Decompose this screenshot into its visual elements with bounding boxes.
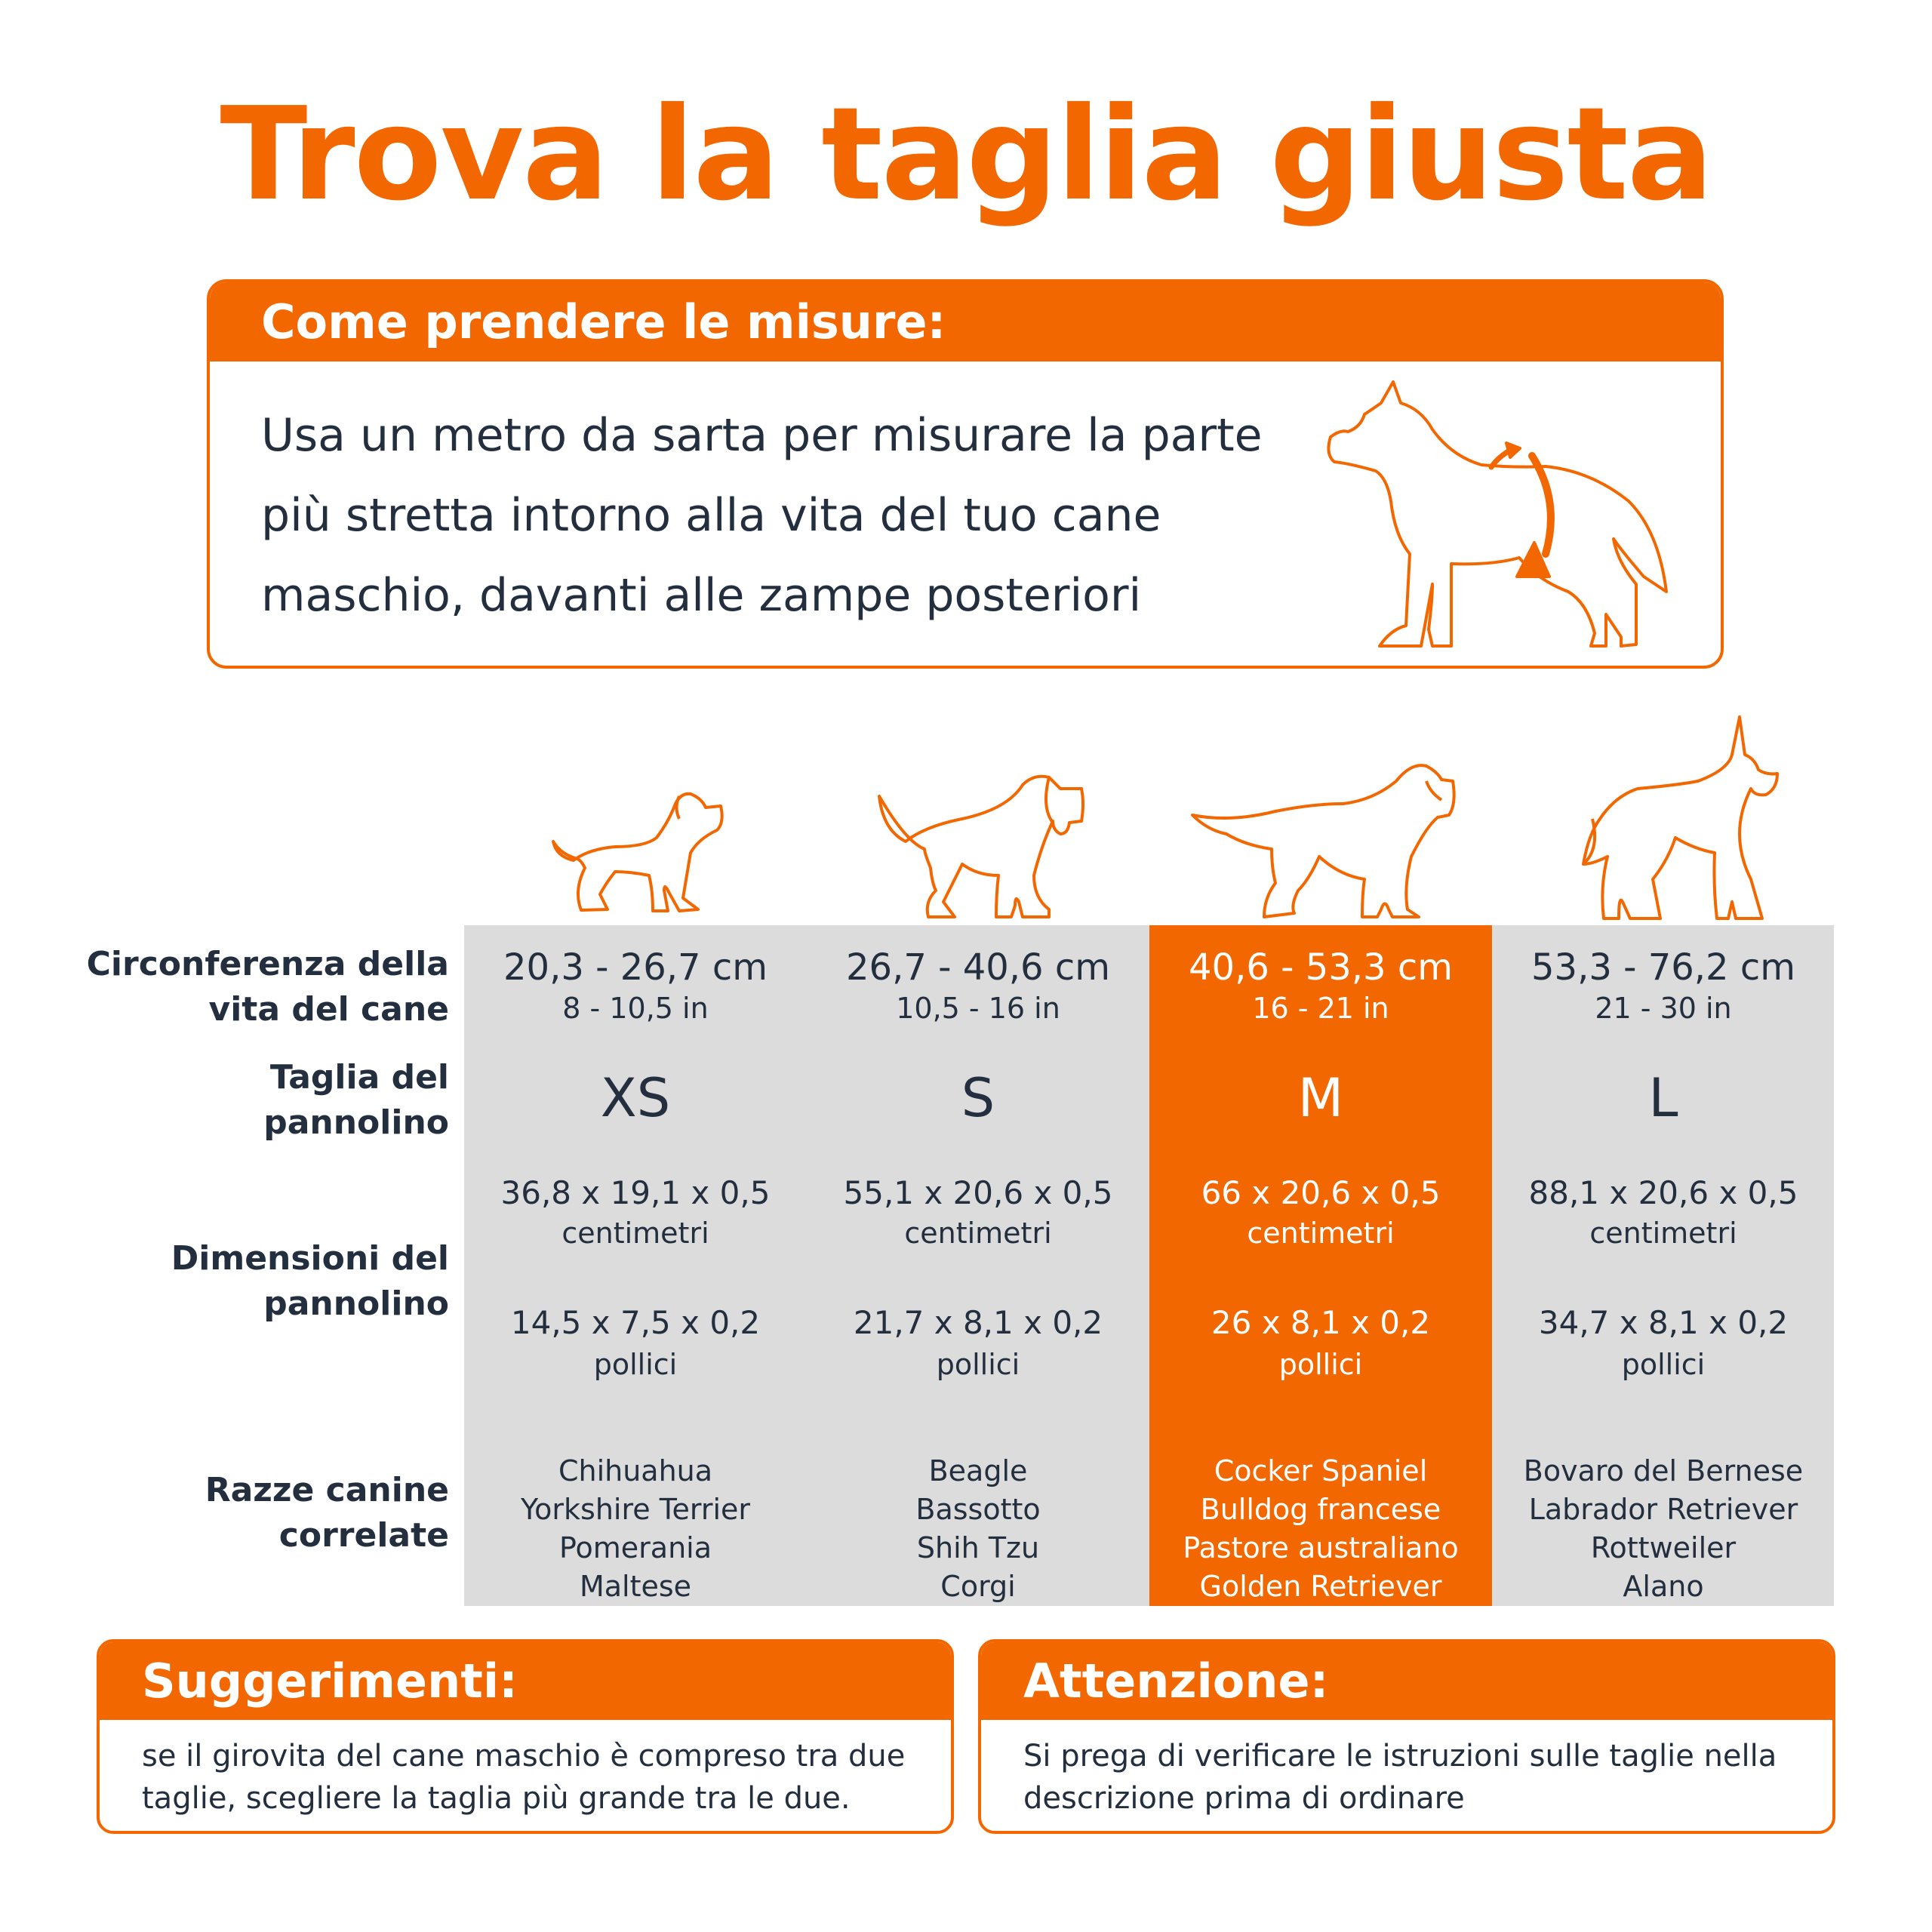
breed-item: Beagle [928,1454,1028,1487]
size-chart-table [464,925,1834,1606]
spaniel-dog-icon [872,770,1098,924]
tips-text [100,1720,951,1820]
size-label: M [1297,1067,1344,1129]
breed-item: Bassotto [915,1493,1041,1526]
waist-range-cm: 20,3 - 26,7 cm [503,946,768,989]
dimensions-in: 14,5 x 7,5 x 0,2 [510,1304,761,1341]
size-label: S [961,1067,995,1129]
waist-range-in: 21 - 30 in [1595,992,1732,1025]
row-label-line: pannolino [263,1103,449,1142]
size-label: XS [600,1067,671,1129]
dimensions-in: 26 x 8,1 x 0,2 [1211,1304,1431,1341]
how-to-measure-text [261,395,1355,635]
dimensions-in-unit: pollici [1278,1348,1363,1381]
breed-item: Alano [1623,1570,1704,1603]
great-dane-dog-icon [1547,713,1789,924]
tips-line: se il girovita del cane maschio è compreso tra due [142,1739,906,1774]
breed-list [807,1452,1149,1606]
dimensions-cm-unit: centimetri [1247,1217,1395,1250]
row-label-line: Circonferenza della [86,945,449,983]
breed-item: Yorkshire Terrier [521,1493,750,1526]
row-label-size [60,1055,449,1146]
warning-text [981,1720,1832,1820]
size-column-l [1492,925,1835,1606]
dimensions-in-unit: pollici [593,1348,678,1381]
breed-item: Pastore australiano [1183,1531,1459,1564]
dimensions-in: 21,7 x 8,1 x 0,2 [853,1304,1103,1341]
row-label-waist [60,942,449,1032]
size-column-xs [464,925,807,1606]
row-label-line: Taglia del [269,1058,449,1097]
waist-range-in: 8 - 10,5 in [562,992,709,1025]
how-to-measure-panel [207,279,1724,669]
row-label-line: vita del cane [208,990,449,1029]
warning-panel [978,1639,1835,1834]
instruction-line: più stretta intorno alla vita del tuo cane [261,489,1161,542]
dimensions-cm-unit: centimetri [561,1217,709,1250]
dimensions-cm-unit: centimetri [904,1217,1052,1250]
breed-item: Cocker Spaniel [1214,1454,1428,1487]
warning-line: Si prega di verificare le istruzioni sulle taglie nella [1023,1739,1777,1774]
instruction-line: maschio, davanti alle zampe posteriori [261,569,1142,622]
instruction-line: Usa un metro da sarta per misurare la parte [261,409,1263,462]
waist-range-cm: 26,7 - 40,6 cm [846,946,1110,989]
dimensions-cm: 36,8 x 19,1 x 0,5 [500,1174,771,1211]
breed-item: Maltese [579,1570,692,1603]
breed-list [464,1452,807,1606]
waist-range-in: 16 - 21 in [1252,992,1389,1025]
dimensions-in-unit: pollici [936,1348,1020,1381]
breed-item: Labrador Retriever [1528,1493,1798,1526]
size-column-s [807,925,1149,1606]
dimensions-cm-unit: centimetri [1589,1217,1737,1250]
waist-range-in: 10,5 - 16 in [896,992,1060,1025]
breed-item: Bulldog francese [1200,1493,1441,1526]
dimensions-in-unit: pollici [1621,1348,1706,1381]
breed-item: Shih Tzu [916,1531,1040,1564]
waist-range-cm: 40,6 - 53,3 cm [1189,946,1453,989]
tips-line: taglie, scegliere la taglia più grande tra le due. [142,1781,851,1816]
tips-heading: Suggerimenti: [100,1642,951,1720]
row-label-line: pannolino [263,1284,449,1323]
breed-item: Chihuahua [558,1454,713,1487]
dimensions-in: 34,7 x 8,1 x 0,2 [1538,1304,1789,1341]
warning-heading: Attenzione: [981,1642,1832,1720]
dimensions-cm: 66 x 20,6 x 0,5 [1201,1174,1441,1211]
retriever-dog-icon [1185,758,1464,924]
breed-list [1492,1452,1835,1606]
tips-panel [97,1639,954,1834]
dimensions-cm: 88,1 x 20,6 x 0,5 [1528,1174,1798,1211]
breed-item: Golden Retriever [1199,1570,1442,1603]
row-label-dimensions [60,1236,449,1327]
breed-item: Pomerania [558,1531,712,1564]
row-label-line: correlate [278,1516,449,1555]
breed-list [1149,1452,1492,1606]
breed-item: Corgi [940,1570,1016,1603]
page-title: Trova la taglia giusta [220,80,1712,229]
dimensions-cm: 55,1 x 20,6 x 0,5 [843,1174,1113,1211]
small-dog-icon [540,785,736,924]
size-label: L [1648,1067,1678,1129]
how-to-measure-heading: Come prendere le misure: [210,282,1721,361]
dog-measuring-waist-icon [1319,373,1689,660]
row-label-line: Razze canine [205,1471,449,1509]
waist-range-cm: 53,3 - 76,2 cm [1531,946,1795,989]
row-label-line: Dimensioni del [171,1239,449,1278]
size-column-m-highlighted [1149,925,1492,1606]
breed-item: Bovaro del Bernese [1523,1454,1804,1487]
breed-item: Rottweiler [1590,1531,1737,1564]
warning-line: descrizione prima di ordinare [1023,1781,1465,1816]
row-label-breeds [60,1468,449,1558]
